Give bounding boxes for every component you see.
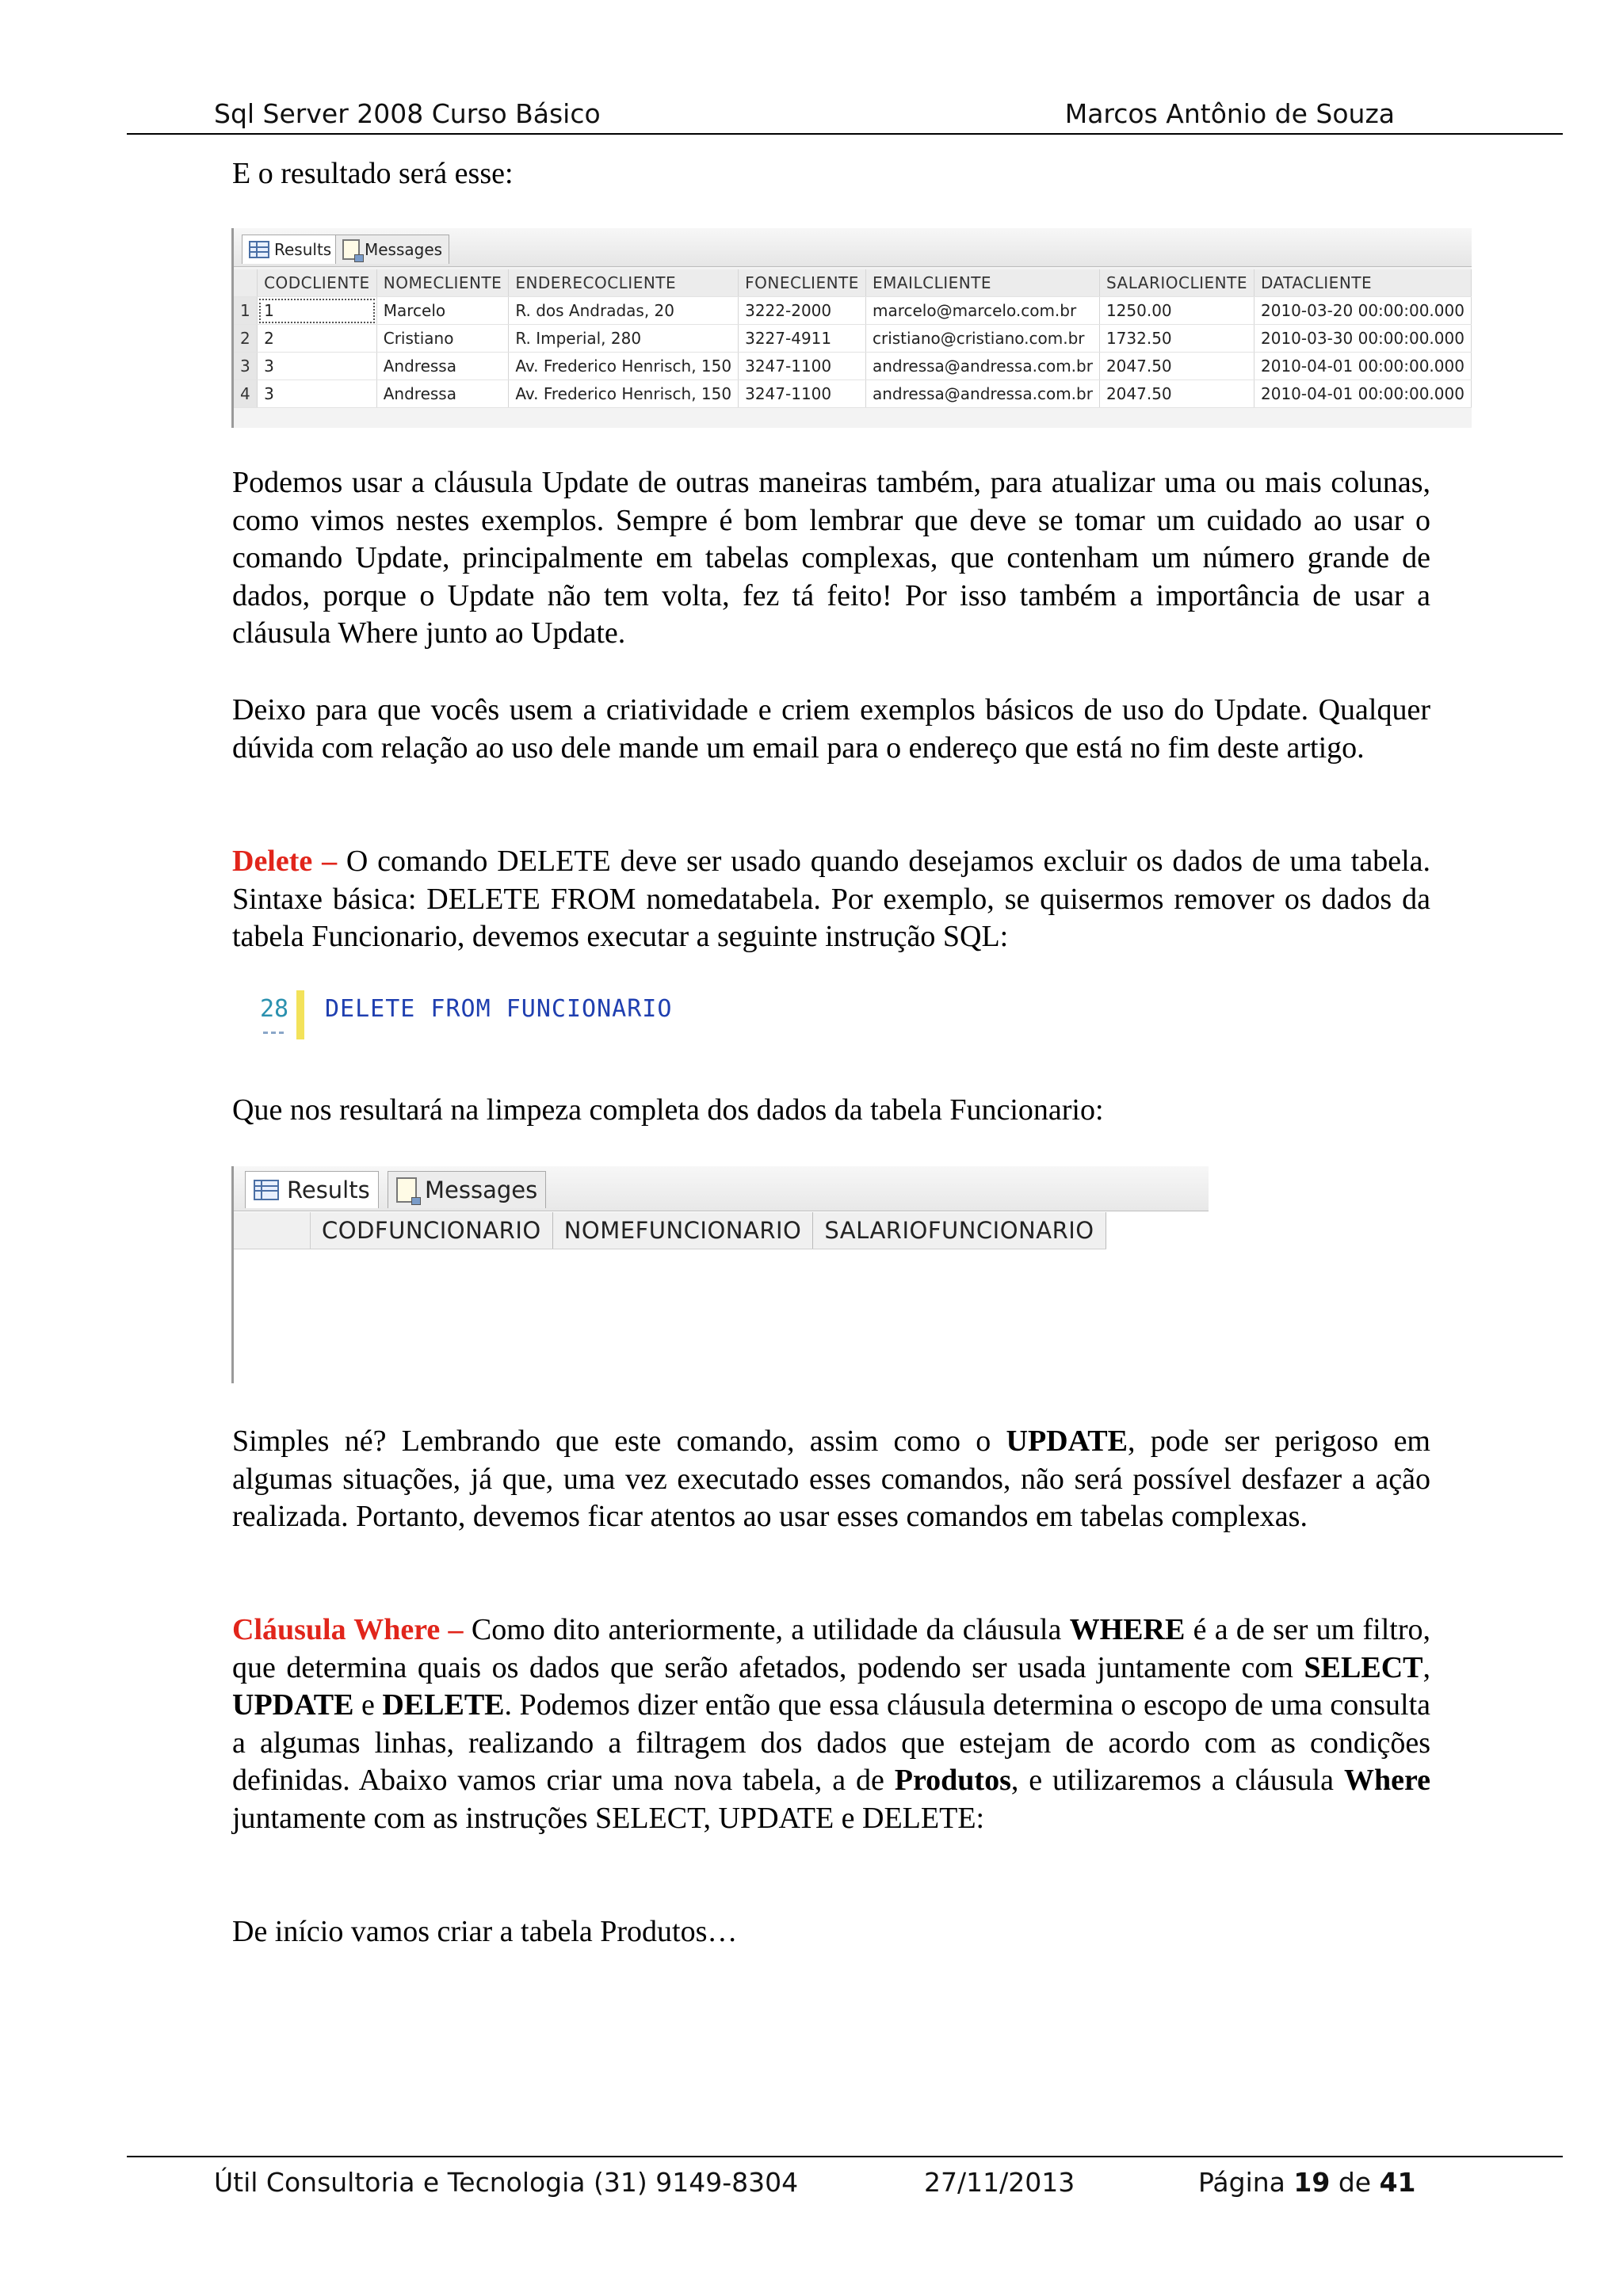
text-run: , e utilizaremos a cláusula <box>1010 1764 1344 1797</box>
bold-keyword: UPDATE <box>232 1688 354 1722</box>
table-cell[interactable]: Andressa <box>376 380 509 408</box>
column-header[interactable]: EMAILCLIENTE <box>865 269 1099 297</box>
change-marker <box>296 990 304 1039</box>
table-cell[interactable]: 2010-03-30 00:00:00.000 <box>1254 325 1472 353</box>
text-run: Como dito anteriormente, a utilidade da cláusula <box>463 1613 1070 1646</box>
bold-keyword: Produtos <box>894 1764 1011 1797</box>
column-header[interactable]: FONECLIENTE <box>739 269 866 297</box>
table-row[interactable] <box>234 297 1472 325</box>
tab-messages-label: Messages <box>425 1177 538 1203</box>
tab-results[interactable] <box>242 235 338 264</box>
header-author: Marcos Antônio de Souza <box>1064 98 1395 129</box>
footer-company: Útil Consultoria e Tecnologia (31) 9149-8304 <box>214 2167 799 2198</box>
table-cell[interactable]: 1250.00 <box>1099 297 1254 325</box>
closing-paragraph: De início vamos criar a tabela Produtos… <box>232 1915 738 1948</box>
table-header-row <box>234 1212 1106 1249</box>
text-run: é a de ser um filtro, que determina quais os dados que serão afetados, podendo ser usada juntamente com <box>232 1613 1430 1684</box>
tab-results[interactable] <box>245 1171 379 1208</box>
text-run: , <box>1423 1650 1430 1684</box>
column-header[interactable]: CODCLIENTE <box>258 269 377 297</box>
table-cell[interactable]: cristiano@cristiano.com.br <box>865 325 1099 353</box>
column-header[interactable]: SALARIOFUNCIONARIO <box>813 1212 1106 1249</box>
row-number[interactable]: 2 <box>234 325 258 353</box>
results-grid-screenshot <box>231 228 1472 428</box>
table-cell[interactable]: 2010-04-01 00:00:00.000 <box>1254 353 1472 380</box>
delete-paragraph <box>232 843 1430 956</box>
header-rule <box>127 133 1563 135</box>
update-paragraph: Podemos usar a cláusula Update de outras maneiras também, para atualizar uma ou mais colunas, como vimos nestes exemplos. Sempre é bom lembrar que deve se tomar um cuidado ao usar o comando Update, principalmente em tabelas complexas, que contenham um número grande de dados, porque o Update não tem volta, fez tá feito! Por isso também a importância de usar a cláusula Where junto ao Update. <box>232 466 1430 650</box>
table-cell[interactable]: Av. Frederico Henrisch, 150 <box>509 380 739 408</box>
page-current: 19 <box>1293 2167 1331 2198</box>
grid-icon <box>254 1180 279 1200</box>
column-header[interactable]: DATACLIENTE <box>1254 269 1472 297</box>
messages-icon <box>396 1177 417 1203</box>
table-cell[interactable]: marcelo@marcelo.com.br <box>865 297 1099 325</box>
bold-keyword: DELETE <box>382 1688 505 1722</box>
row-number[interactable]: 3 <box>234 353 258 380</box>
intro-text: E o resultado será esse: <box>232 157 514 190</box>
column-header[interactable]: SALARIOCLIENTE <box>1099 269 1254 297</box>
table-cell[interactable]: Andressa <box>376 353 509 380</box>
creativity-paragraph: Deixo para que vocês usem a criatividade e criem exemplos básicos de uso do Update. Qualquer dúvida com relação ao uso dele mande um email para o endereço que está no fim deste artigo. <box>232 693 1430 765</box>
header-title: Sql Server 2008 Curso Básico <box>214 98 601 129</box>
text-run: e <box>353 1688 383 1722</box>
row-number[interactable]: 1 <box>234 297 258 325</box>
text-run: , pode ser perigoso em algumas situações, já que, uma vez executado esses comandos, não será possível desfazer a ação realizada. Portanto, devemos ficar atentos ao usar esses comandos em tabelas complexas. <box>232 1425 1430 1533</box>
tab-results-label: Results <box>287 1177 370 1203</box>
tab-messages[interactable] <box>388 1171 546 1208</box>
sql-code-snippet <box>252 990 743 1039</box>
tab-messages[interactable] <box>335 235 449 264</box>
column-header[interactable]: ENDERECOCLIENTE <box>509 269 739 297</box>
row-number-header <box>234 269 258 297</box>
table-cell[interactable]: Av. Frederico Henrisch, 150 <box>509 353 739 380</box>
text-run: . Podemos dizer então que essa cláusula determina o escopo de uma consulta a algumas linhas, realizando a filtragem dos dados que estejam de acordo com as condições definidas. Abaixo vamos criar uma nova tabela, a de <box>232 1688 1430 1797</box>
where-paragraph <box>232 1611 1430 1837</box>
table-cell[interactable]: 2010-04-01 00:00:00.000 <box>1254 380 1472 408</box>
tab-messages-label: Messages <box>365 240 443 259</box>
table-header-row <box>234 269 1472 297</box>
row-number-header <box>234 1212 311 1249</box>
column-header[interactable]: NOMECLIENTE <box>376 269 509 297</box>
simple-paragraph <box>232 1423 1430 1536</box>
table-cell[interactable]: 3 <box>258 380 377 408</box>
page-footer <box>127 2167 1563 2202</box>
bold-keyword: WHERE <box>1069 1613 1186 1646</box>
table-cell[interactable]: 2 <box>258 325 377 353</box>
table-cell[interactable]: 1 <box>258 297 377 325</box>
row-number[interactable]: 4 <box>234 380 258 408</box>
table-cell[interactable]: Marcelo <box>376 297 509 325</box>
table-row[interactable] <box>234 353 1472 380</box>
column-header[interactable]: CODFUNCIONARIO <box>311 1212 553 1249</box>
table-cell[interactable]: andressa@andressa.com.br <box>865 353 1099 380</box>
page-total: 41 <box>1379 2167 1416 2198</box>
bold-keyword: UPDATE <box>1006 1425 1128 1458</box>
page-of: de <box>1330 2167 1380 2198</box>
text-run: juntamente com as instruções SELECT, UPDATE e DELETE: <box>232 1801 985 1835</box>
table-cell[interactable]: 1732.50 <box>1099 325 1254 353</box>
line-number: 28 <box>260 995 289 1023</box>
grid-icon <box>249 241 269 258</box>
table-cell[interactable]: 2047.50 <box>1099 380 1254 408</box>
page-header <box>127 98 1563 133</box>
results-table <box>234 269 1472 408</box>
footer-date: 27/11/2013 <box>924 2167 1075 2198</box>
table-cell[interactable]: andressa@andressa.com.br <box>865 380 1099 408</box>
delete-text: O comando DELETE deve ser usado quando desejamos excluir os dados de uma tabela. Sintaxe básica: DELETE FROM nomedatabela. Por exemplo, se quisermos remover os dados da tabela Funcionario, devemos executar a seguinte instrução SQL: <box>232 845 1430 953</box>
table-cell[interactable]: R. Imperial, 280 <box>509 325 739 353</box>
tab-results-label: Results <box>274 240 332 259</box>
results-tabbar <box>234 1166 1209 1211</box>
table-cell[interactable]: 3247-1100 <box>739 353 866 380</box>
delete-label: Delete – <box>232 845 338 878</box>
page-number <box>1198 2167 1416 2198</box>
collapse-marker <box>263 1032 284 1034</box>
table-row[interactable] <box>234 325 1472 353</box>
page-prefix: Página <box>1198 2167 1294 2198</box>
sql-statement[interactable]: DELETE FROM FUNCIONARIO <box>325 995 673 1023</box>
empty-results-grid-screenshot <box>231 1166 1209 1383</box>
table-cell[interactable]: 3227-4911 <box>739 325 866 353</box>
table-cell[interactable]: 2047.50 <box>1099 353 1254 380</box>
column-header[interactable]: NOMEFUNCIONARIO <box>553 1212 814 1249</box>
footer-rule <box>127 2156 1563 2157</box>
table-cell[interactable]: Cristiano <box>376 325 509 353</box>
bold-keyword: SELECT <box>1304 1650 1423 1684</box>
text-run: Simples né? Lembrando que este comando, assim como o <box>232 1425 1006 1458</box>
bold-keyword: Where <box>1343 1764 1430 1797</box>
table-cell[interactable]: 3222-2000 <box>739 297 866 325</box>
results-tabbar <box>234 228 1472 267</box>
result-paragraph: Que nos resultará na limpeza completa dos dados da tabela Funcionario: <box>232 1093 1104 1127</box>
table-row[interactable] <box>234 380 1472 408</box>
table-cell[interactable]: 3247-1100 <box>739 380 866 408</box>
table-cell[interactable]: R. dos Andradas, 20 <box>509 297 739 325</box>
messages-icon <box>342 239 360 260</box>
where-label: Cláusula Where – <box>232 1613 464 1646</box>
table-cell[interactable]: 2010-03-20 00:00:00.000 <box>1254 297 1472 325</box>
table-cell[interactable]: 3 <box>258 353 377 380</box>
